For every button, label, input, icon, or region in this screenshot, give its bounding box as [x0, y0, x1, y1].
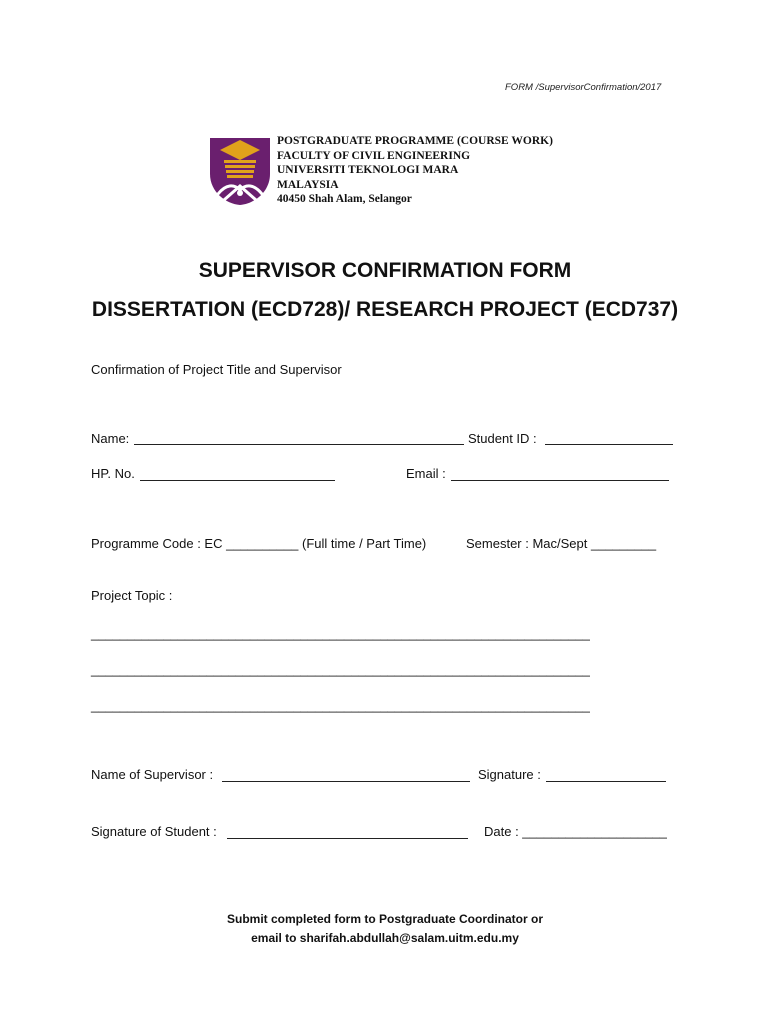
project-topic-line[interactable]: _____________________________________________________________________	[91, 626, 590, 641]
programme-code-field[interactable]: Programme Code : EC __________ (Full time / Part Time)	[91, 536, 427, 551]
email-field[interactable]	[451, 480, 669, 481]
form-title: SUPERVISOR CONFIRMATION FORM	[198, 259, 572, 282]
form-reference: FORM /SupervisorConfirmation/2017	[505, 82, 662, 93]
supervisor-signature-field[interactable]	[546, 781, 666, 782]
student-signature-label: Signature of Student :	[91, 824, 217, 839]
uitm-crest-icon	[208, 134, 272, 206]
institution-block	[277, 134, 553, 207]
student-id-field[interactable]	[545, 444, 673, 445]
supervisor-name-field[interactable]	[222, 781, 470, 782]
section-heading: Confirmation of Project Title and Supervisor	[91, 362, 342, 377]
institution-line: FACULTY OF CIVIL ENGINEERING	[277, 149, 471, 162]
institution-line: MALAYSIA	[277, 178, 339, 191]
student-id-label: Student ID :	[468, 431, 537, 446]
institution-line: UNIVERSITI TEKNOLOGI MARA	[277, 164, 459, 176]
hp-label: HP. No.	[91, 466, 135, 481]
supervisor-signature-label: Signature :	[478, 767, 541, 782]
form-subtitle-course: DISSERTATION (ECD728)/ RESEARCH PROJECT (ECD737)	[91, 298, 679, 321]
institution-line: 40450 Shah Alam, Selangor	[277, 193, 412, 205]
supervisor-name-label: Name of Supervisor :	[91, 767, 214, 782]
project-topic-line[interactable]: _____________________________________________________________________	[91, 662, 590, 677]
name-field[interactable]	[134, 444, 464, 445]
university-logo	[208, 134, 272, 206]
student-signature-field[interactable]	[227, 838, 468, 839]
date-field[interactable]: Date : ____________________	[484, 824, 667, 839]
submit-instruction: Submit completed form to Postgraduate Coordinator or	[226, 912, 543, 926]
email-label: Email :	[406, 466, 446, 481]
project-topic-label: Project Topic :	[91, 588, 173, 603]
submit-email: email to sharifah.abdullah@salam.uitm.edu.my	[251, 931, 519, 945]
semester-field[interactable]: Semester : Mac/Sept _________	[466, 536, 657, 551]
institution-line: POSTGRADUATE PROGRAMME (COURSE WORK)	[277, 135, 553, 147]
project-topic-line[interactable]: _____________________________________________________________________	[91, 698, 590, 713]
name-label: Name:	[91, 431, 130, 446]
hp-field[interactable]	[140, 480, 335, 481]
